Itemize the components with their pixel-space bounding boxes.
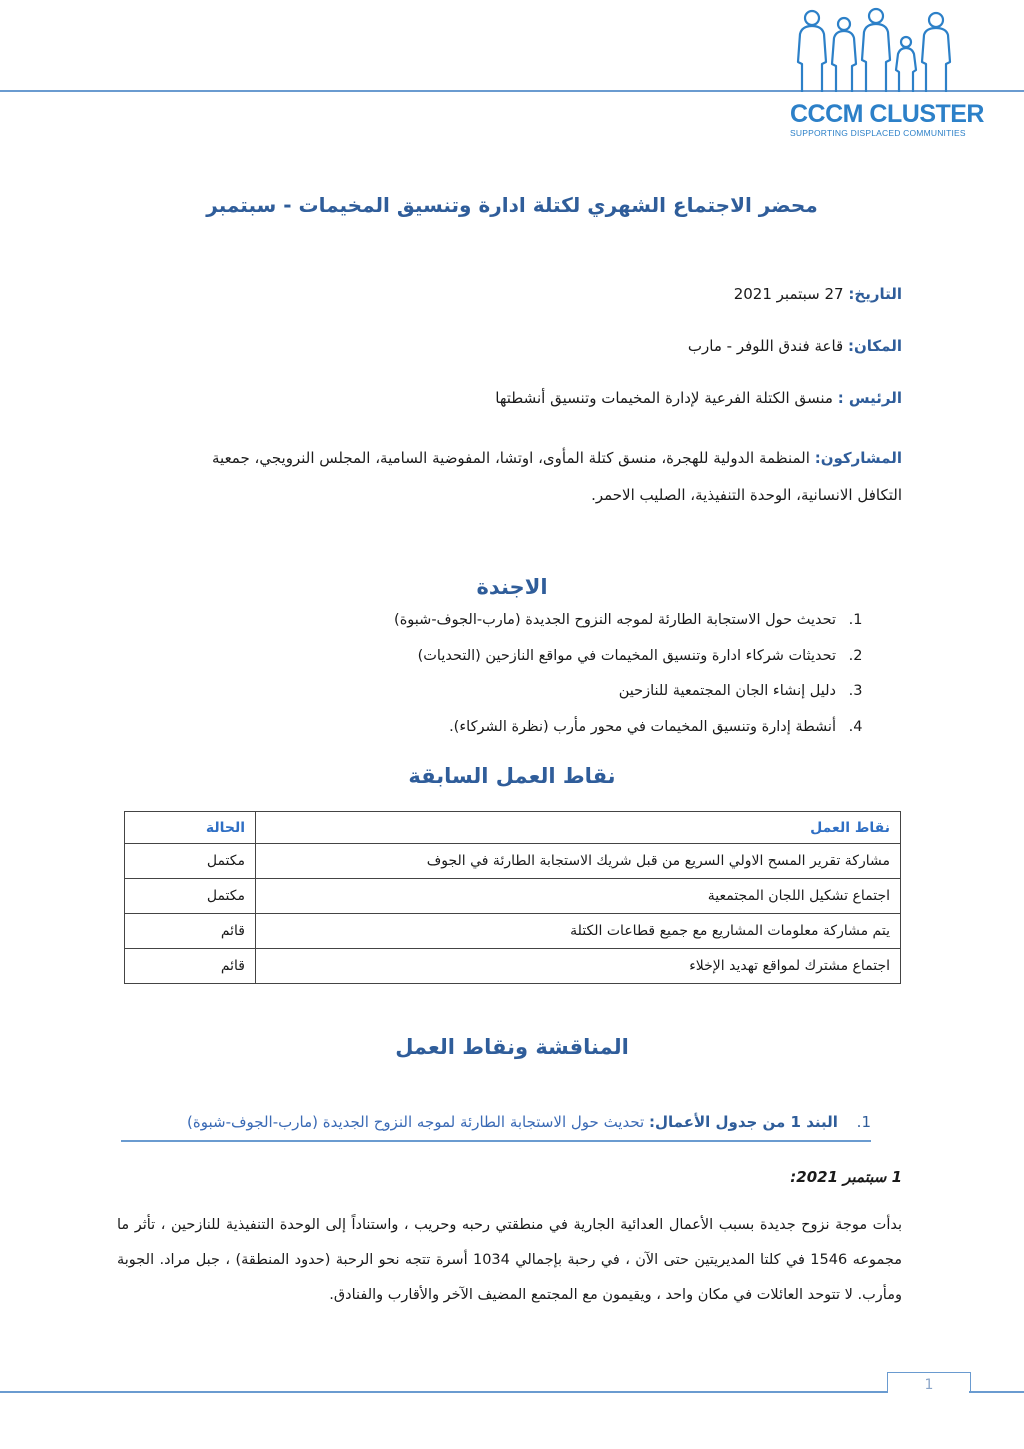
chair-value: منسق الكتلة الفرعية لإدارة المخيمات وتنسيق أنشطتها	[495, 389, 833, 407]
place-label: المكان:	[848, 337, 902, 355]
action-cell: اجتماع تشكيل اللجان المجتمعية	[256, 879, 901, 914]
chair-label: الرئيس :	[837, 389, 902, 407]
logo-tagline: SUPPORTING DISPLACED COMMUNITIES	[790, 128, 966, 138]
item-number: 1.	[856, 1113, 871, 1131]
date-value: 27 سبتمبر 2021	[733, 285, 844, 303]
table-header-row	[125, 812, 901, 844]
status-cell: مكتمل	[125, 879, 256, 914]
discussion-paragraph: بدأت موجة نزوح جديدة بسبب الأعمال العدائية الجارية في منطقتي رحبه وحريب ، واستناداً إلى الوحدة التنفيذية للنازحين ، تأثر ما مجموعه 1546 في كلتا المديريتين حتى الآن ، في رحبة بإجمالي 1034 أسرة تتجه نحو الرحبة (حدود المنطقة) ، جبل مراد. الجوبة ومأرب. لا تتوحد العائلات في مكان واحد ، ويقيمون مع المجتمع المضيف الآخر والأقارب والفنادق.	[117, 1217, 902, 1303]
table-row	[125, 844, 901, 879]
column-header-action: نقاط العمل	[256, 812, 901, 844]
participants-label: المشاركون:	[814, 449, 902, 467]
table-row	[125, 914, 901, 949]
table-row	[125, 949, 901, 984]
participants-value: المنظمة الدولية للهجرة، منسق كتلة المأوى، اوتشا، المفوضية السامية، المجلس النرويجي، جمعية التكافل الانسانية، الوحدة التنفيذية، الصليب الاحمر.	[212, 449, 902, 504]
action-cell: يتم مشاركة معلومات المشاريع مع جميع قطاعات الكتلة	[256, 914, 901, 949]
footer-rule	[0, 1391, 888, 1393]
meta-participants	[172, 440, 902, 514]
previous-actions-table	[124, 811, 901, 984]
agenda-item: 3. دليل إنشاء الجان المجتمعية للنازحين	[394, 678, 844, 714]
table-row	[125, 879, 901, 914]
logo-name: CCCM CLUSTER	[790, 100, 984, 128]
item-label: البند 1 من جدول الأعمال:	[649, 1113, 838, 1131]
cccm-cluster-logo	[788, 4, 984, 138]
people-silhouettes-icon	[792, 4, 957, 96]
item-text: تحديث حول الاستجابة الطارئة لموجه النزوح الجديدة (مارب-الجوف-شبوة)	[187, 1113, 645, 1131]
agenda-item-1-heading	[187, 1113, 871, 1131]
footer-rule	[969, 1391, 1024, 1393]
meta-date	[734, 285, 902, 303]
action-cell: مشاركة تقرير المسح الاولي السريع من قبل شريك الاستجابة الطارئة في الجوف	[256, 844, 901, 879]
previous-actions-heading: نقاط العمل السابقة	[408, 764, 616, 788]
place-value: قاعة فندق اللوفر - مارب	[687, 337, 844, 355]
action-cell: اجتماع مشترك لمواقع تهديد الإخلاء	[256, 949, 901, 984]
agenda-heading: الاجندة	[476, 575, 548, 599]
page-number: 1	[924, 1377, 934, 1393]
column-header-status: الحالة	[125, 812, 256, 844]
meta-chair	[495, 389, 902, 407]
status-cell: قائم	[125, 949, 256, 984]
discussion-date: 1 سبتمبر 2021:	[790, 1168, 902, 1186]
page-title: محضر الاجتماع الشهري لكتلة ادارة وتنسيق المخيمات - سبتمبر	[206, 193, 818, 217]
agenda-list	[394, 607, 874, 749]
item-underline	[121, 1140, 871, 1142]
agenda-item: 1. تحديث حول الاستجابة الطارئة لموجه النزوح الجديدة (مارب-الجوف-شبوة)	[394, 607, 844, 643]
discussion-heading: المناقشة ونقاط العمل	[395, 1035, 629, 1059]
meta-place	[688, 337, 902, 355]
status-cell: قائم	[125, 914, 256, 949]
agenda-item: 2. تحديثات شركاء ادارة وتنسيق المخيمات في مواقع النازحين (التحديات)	[394, 643, 844, 679]
agenda-item: 4. أنشطة إدارة وتنسيق المخيمات في محور مأرب (نظرة الشركاء).	[394, 714, 844, 750]
status-cell: مكتمل	[125, 844, 256, 879]
date-label: التاريخ:	[848, 285, 902, 303]
